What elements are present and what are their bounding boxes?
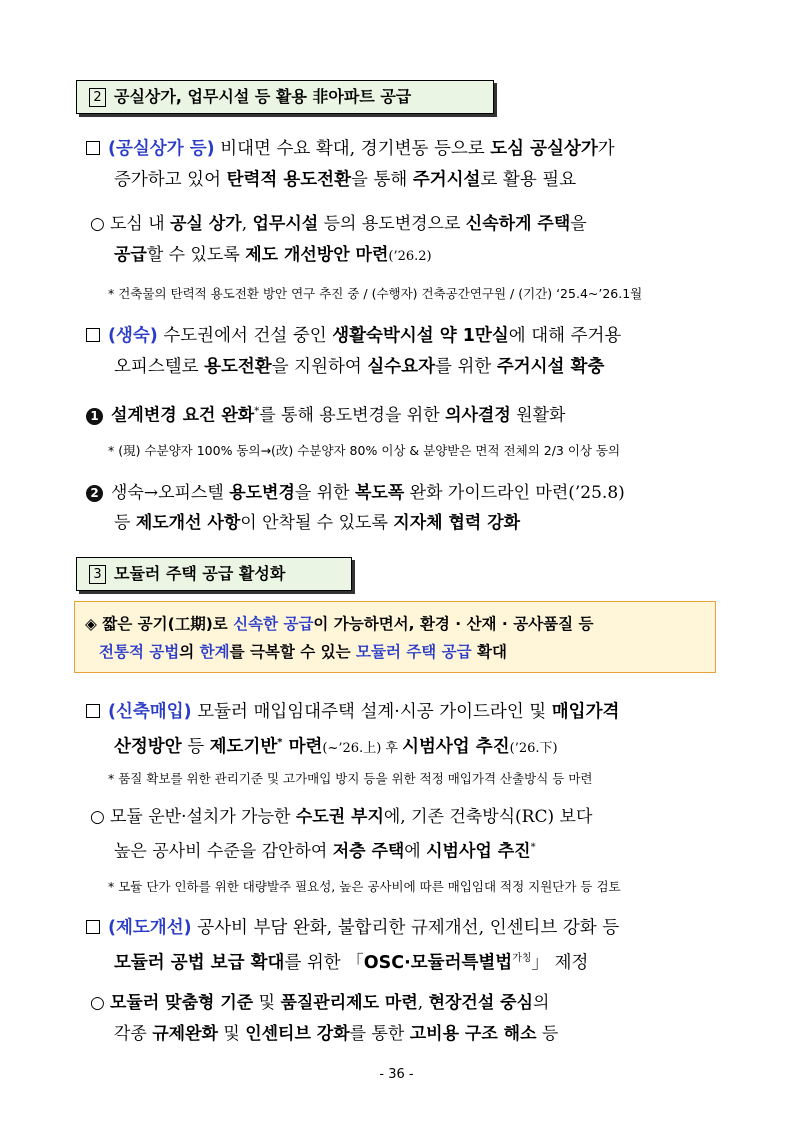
p4-text: 」 제정: [531, 952, 589, 973]
callout-line-2: [99, 641, 507, 663]
bullet-circle-icon: ○: [90, 993, 105, 1013]
p1s-bold: 제도 개선방안 마련: [245, 245, 389, 265]
p4s-bold: 인센티브 강화: [245, 1024, 350, 1044]
p2-bold: 생활숙박시설 약 1만실: [332, 326, 509, 346]
p4s-text: 각종: [114, 1024, 153, 1044]
p2n2-text: 완화 가이드라인 마련(’25.8): [404, 483, 625, 503]
callout-highlight: 한계: [199, 643, 230, 661]
p2-item-2-line-2: [114, 511, 520, 535]
p1-text: 증가하고 있어: [114, 170, 227, 190]
section-3-header: [76, 557, 352, 591]
p2n2-text: 등: [114, 513, 136, 533]
p3s-bold: 시범사업 추진: [426, 841, 531, 862]
p2-text: 을 지원하여: [271, 357, 368, 377]
p3-footnote: * 품질 확보를 위한 관리기준 및 고가매입 방지 등을 위한 적정 매입가격 산출방식 등 마련: [108, 771, 593, 786]
p2-line-2: [114, 355, 604, 379]
p2n1-text: 를 통해 용도변경을 위한: [259, 405, 446, 426]
section-2-number: 2: [89, 88, 106, 107]
p1-text: 가: [597, 139, 615, 159]
p4-sub-line-2: [114, 1022, 558, 1046]
p1s-bold: 업무시설: [252, 214, 319, 234]
section-2-header: [76, 80, 494, 114]
p2n2-bold: 용도변경: [229, 483, 295, 503]
p1s-text: 할 수 있도록: [146, 245, 246, 265]
p3-tag: (신축매입): [108, 702, 192, 722]
p3s-sup: *: [530, 842, 536, 853]
p2-line-1: [86, 324, 621, 348]
p2n1-sup: *: [254, 406, 260, 417]
p3s-text: 에: [404, 841, 427, 862]
p2-text: 오피스텔로: [114, 357, 205, 377]
p3-text: 등: [181, 736, 210, 757]
p3-sub-line-1: [90, 805, 592, 829]
p3-text: (~’26.上) 후: [322, 740, 403, 756]
p1-footnote: * 건축물의 탄력적 용도전환 방안 연구 추진 중 / (수행자) 건축공간연구원 / (기간) ‘25.4~’26.1월: [108, 286, 643, 301]
p3s-text: 에, 기존 건축방식(RC) 보다: [383, 807, 593, 827]
p2-bold: 주거시설 확충: [496, 357, 605, 377]
section-3-title: 모듈러 주택 공급 활성화: [114, 564, 286, 583]
p3-text: 모듈러 매입임대주택 설계·시공 가이드라인 및: [191, 702, 552, 722]
p4s-text: 를 통한: [349, 1024, 410, 1044]
p3-bold: 마련: [282, 736, 323, 757]
p4s-text: 및: [253, 993, 281, 1013]
callout-line-1: [85, 613, 593, 635]
p3-bold: 시범사업 추진: [402, 736, 510, 757]
p2n1-bold: 설계변경 요건 완화: [111, 405, 255, 426]
p4s-bold: 품질관리제도 마련: [280, 993, 418, 1013]
p3s-text: 높은 공사비 수준을 감안하여: [114, 841, 333, 862]
p4-bold: 모듈러 공법 보급 확대: [114, 952, 285, 973]
p2-text: 를 위한: [435, 357, 497, 377]
p4-text: 를 위한 「: [284, 952, 364, 973]
p2-bold: 실수요자: [367, 357, 435, 377]
p2n2-text: 생숙→오피스텔: [111, 483, 230, 503]
p4s-text: 및: [217, 1024, 246, 1044]
p4s-bold: 규제완화: [152, 1024, 218, 1044]
p3s-bold: 수도권 부지: [295, 807, 384, 827]
p1-bold: 탄력적 용도전환: [226, 170, 351, 190]
numbered-bullet-icon: 2: [86, 485, 103, 502]
checkbox-square-icon: [86, 141, 100, 155]
section-2-title: 공실상가, 업무시설 등 활용 非아파트 공급: [114, 87, 412, 106]
p4s-text: 등: [536, 1024, 559, 1044]
p1-text: 로 활용 필요: [480, 170, 577, 190]
p3-bold: 제도기반: [209, 736, 278, 757]
p4s-bold: 고비용 구조 해소: [409, 1024, 537, 1044]
p2n2-bold: 복도폭: [354, 483, 405, 503]
p1-line-1: [86, 137, 615, 161]
p2-text: 수도권에서 건설 중인: [157, 326, 333, 346]
checkbox-square-icon: [86, 704, 100, 718]
p1-bold: 도심 공실상가: [490, 139, 598, 159]
p4-sub-line-1: [90, 991, 549, 1015]
p4s-text: ,: [417, 993, 429, 1013]
callout-text: 확대: [471, 643, 507, 661]
callout-text: 의: [179, 643, 200, 661]
p3-line-2: [114, 731, 558, 761]
callout-highlight: 모듈러 주택 공급: [356, 643, 472, 661]
numbered-bullet-icon: 1: [86, 408, 103, 425]
p1-text: 비대면 수요 확대, 경기변동 등으로: [214, 139, 491, 159]
p2n1-bold: 의사결정: [445, 405, 511, 426]
p3s-text: 모듈 운반·설치가 가능한: [110, 807, 296, 827]
p4-line-2: [114, 947, 588, 975]
p4s-text: 의: [533, 993, 550, 1013]
p1-sub-line-2: [114, 243, 432, 269]
p4-sup: 가칭: [512, 953, 532, 964]
bullet-circle-icon: ○: [90, 807, 105, 827]
p2-item-2-line-1: [86, 481, 625, 505]
p3-line-1: [86, 700, 619, 724]
p3s-bold: 저층 주택: [332, 841, 405, 862]
page-number: - 36 -: [379, 1067, 414, 1082]
p1s-text: ,: [241, 214, 253, 234]
p1s-text: 등의 용도변경으로: [318, 214, 466, 234]
callout-text: 이 가능하면서, 환경 · 산재 · 공사품질 등: [313, 615, 594, 633]
p1s-bold: 공실 상가: [170, 214, 242, 234]
p1s-text: 도심 내: [110, 214, 171, 234]
p1s-bold: 신속하게 주택: [465, 214, 571, 234]
p2-text: 에 대해 주거용: [508, 326, 622, 346]
p2-item-1: [86, 400, 565, 428]
bullet-circle-icon: ○: [90, 214, 105, 234]
callout-text: 를 극복할 수 있는: [229, 643, 356, 661]
callout-highlight: 전통적 공법: [99, 643, 180, 661]
p4s-bold: 현장건설 중심: [428, 993, 534, 1013]
p2n2-text: 이 안착될 수 있도록: [240, 513, 394, 533]
checkbox-square-icon: [86, 328, 100, 342]
p1s-date: (’26.2): [388, 249, 432, 264]
p4s-bold: 모듈러 맞춤형 기준: [110, 993, 254, 1013]
p2n2-bold: 제도개선 사항: [135, 513, 241, 533]
p2-item-1-footnote: * (現) 수분양자 100% 동의→(改) 수분양자 80% 이상 & 분양받은 면적 전체의 2/3 이상 동의: [108, 443, 621, 458]
checkbox-square-icon: [86, 920, 100, 934]
p3-date: (’26.下): [509, 740, 558, 756]
p3-bold: 매입가격: [551, 702, 620, 722]
p2-bold: 용도전환: [204, 357, 272, 377]
p2n2-text: 을 위한: [294, 483, 355, 503]
p1-line-2: [114, 168, 576, 192]
p2n2-bold: 지자체 협력 강화: [393, 513, 521, 533]
p1s-text: 을: [570, 214, 587, 234]
p4-line-1: [86, 916, 619, 940]
p3-sup: *: [277, 737, 283, 748]
p4-bold: OSC·모듈러특별법: [363, 952, 513, 973]
callout-text: ◈ 짧은 공기(工期)로: [85, 615, 234, 633]
p2n1-text: 원활화: [510, 405, 566, 426]
p1-tag: (공실상가 등): [108, 139, 215, 159]
p3-sub-line-2: [114, 836, 536, 864]
p1s-bold: 공급: [114, 245, 147, 265]
p2-tag: (생숙): [108, 326, 158, 346]
callout-highlight: 신속한 공급: [233, 615, 314, 633]
p1-sub-line-1: [90, 212, 587, 236]
section-3-number: 3: [89, 565, 106, 584]
p4-text: 공사비 부담 완화, 불합리한 규제개선, 인센티브 강화 등: [191, 918, 620, 938]
p3-bold: 산정방안: [114, 736, 182, 757]
callout-box: [74, 601, 716, 673]
p3-sub-footnote: * 모듈 단가 인하를 위한 대량발주 필요성, 높은 공사비에 따른 매입임대 적정 지원단가 등 검토: [108, 879, 621, 894]
p1-text: 을 통해: [351, 170, 413, 190]
p4-tag: (제도개선): [108, 918, 192, 938]
p1-bold: 주거시설: [412, 170, 481, 190]
